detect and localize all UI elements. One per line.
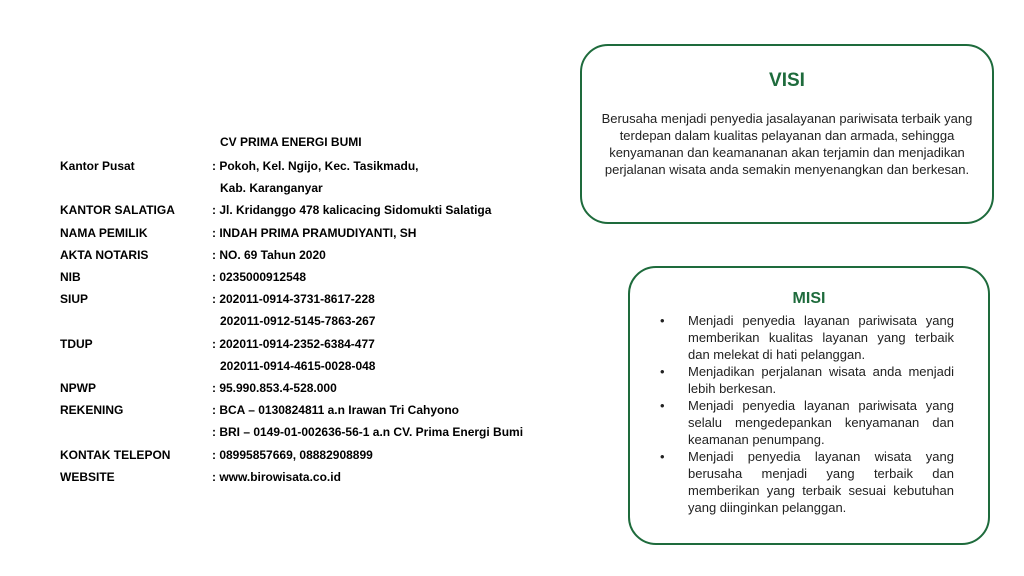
misi-item [660,448,954,516]
info-label: NPWP [60,381,96,395]
misi-item [660,397,954,448]
misi-item-text: Menjadi penyedia layanan pariwisata yang memberikan kualitas layanan yang terbaik dan melekat di hati pelanggan. [688,313,954,362]
misi-list [660,312,954,516]
info-value: : 0235000912548 [212,270,307,284]
bullet-icon: • [660,364,665,379]
visi-card [580,44,994,224]
company-name: CV PRIMA ENERGI BUMI [220,135,362,149]
info-value: 202011-0914-4615-0028-048 [220,359,376,373]
info-value: 202011-0912-5145-7863-267 [220,314,376,328]
info-label: REKENING [60,403,124,417]
info-value: : 95.990.853.4-528.000 [212,381,337,395]
bullet-icon: • [660,398,665,413]
bullet-icon: • [660,313,665,328]
info-value: : INDAH PRIMA PRAMUDIYANTI, SH [212,226,417,240]
info-value: : BCA – 0130824811 a.n Irawan Tri Cahyono [212,403,459,417]
info-value: : Jl. Kridanggo 478 kalicacing Sidomukti Salatiga [212,203,492,217]
visi-title: VISI [769,70,805,91]
info-value: : 202011-0914-3731-8617-228 [212,292,375,306]
info-label: KONTAK TELEPON [60,448,171,462]
bullet-icon: • [660,449,665,464]
info-value: : 202011-0914-2352-6384-477 [212,337,375,351]
info-value: : 08995857669, 08882908899 [212,448,373,462]
info-value: : NO. 69 Tahun 2020 [212,248,326,262]
info-value: : www.birowisata.co.id [212,470,341,484]
info-label: NAMA PEMILIK [60,226,148,240]
info-label: TDUP [60,337,93,351]
info-value: Kab. Karanganyar [220,181,323,195]
info-label: KANTOR SALATIGA [60,203,175,217]
misi-item [660,363,954,397]
misi-item-text: Menjadikan perjalanan wisata anda menjadi lebih berkesan. [688,364,954,396]
info-label: AKTA NOTARIS [60,248,149,262]
misi-card [628,266,990,545]
misi-item [660,312,954,363]
visi-text: Berusaha menjadi penyedia jasalayanan pariwisata terbaik yang terdepan dalam kualitas pelayanan dan armada, sehingga kenyamanan dan keamananan akan terjamin dan menjadikan perjalanan wisata anda semakin menyenangkan dan berkesan. [601,111,973,177]
info-label: Kantor Pusat [60,159,135,173]
misi-title: MISI [792,290,826,307]
info-value: : BRI – 0149-01-002636-56-1 a.n CV. Prima Energi Bumi [212,425,524,439]
misi-item-text: Menjadi penyedia layanan pariwisata yang selalu mengedepankan kenyamanan dan keamanan penumpang. [688,398,954,447]
info-label: NIB [60,270,81,284]
info-value: : Pokoh, Kel. Ngijo, Kec. Tasikmadu, [212,159,419,173]
info-label: WEBSITE [60,470,115,484]
misi-item-text: Menjadi penyedia layanan wisata yang berusaha menjadi yang terbaik dan memberikan yang terbaik sesuai kebutuhan yang diinginkan pelanggan. [688,449,954,515]
company-info [60,0,580,576]
info-label: SIUP [60,292,89,306]
